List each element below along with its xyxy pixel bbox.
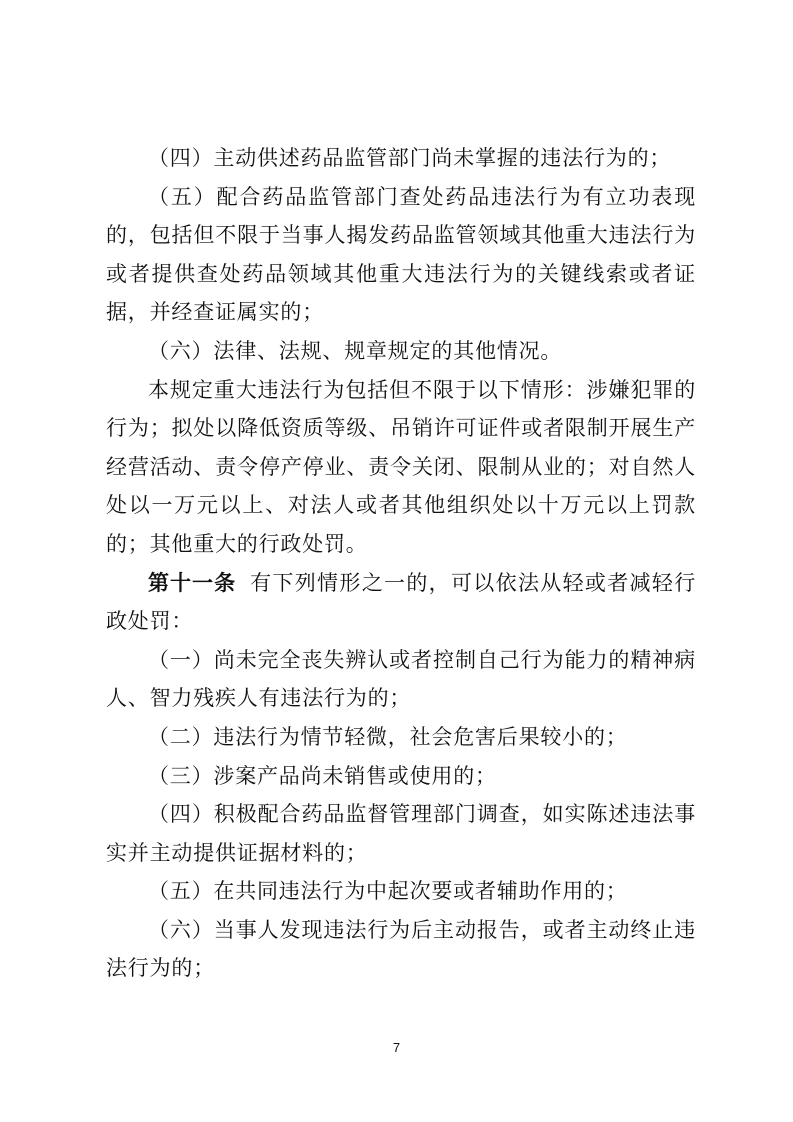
article-11-item-5: （五）在共同违法行为中起次要或者辅助作用的；	[148, 879, 628, 904]
article-11-item-2: （二）违法行为情节轻微，社会危害后果较小的；	[148, 724, 628, 749]
paragraph-item-5: （五）配合药品监管部门查处药品违法行为有立功表现的，包括但不限于当事人揭发药品监管领域其他重大违法行为或者提供查处药品领域其他重大违法行为的关键线索或者证据，并经查证属实的；	[106, 184, 696, 325]
article-11-heading: 第十一条	[148, 570, 237, 595]
article-11-item-3: （三）涉案产品尚未销售或使用的；	[148, 763, 497, 788]
article-11-item-6: （六）当事人发现违法行为后主动报告，或者主动终止违法行为的；	[106, 917, 696, 981]
paragraph-item-4: （四）主动供述药品监管部门尚未掌握的违法行为的；	[148, 146, 672, 170]
page-number: 7	[392, 1040, 401, 1055]
article-11-item-4: （四）积极配合药品监督管理部门调查，如实陈述违法事实并主动提供证据材料的；	[106, 802, 696, 865]
paragraph-item-6: （六）法律、法规、规章规定的其他情况。	[148, 338, 563, 363]
article-11-text: 有下列情形之一的，可以依法从轻或者减轻行政处罚：	[106, 570, 697, 634]
article-11-paragraph	[106, 564, 696, 641]
document-body	[106, 139, 696, 988]
article-11-item-1: （一）尚未完全丧失辨认或者控制自己行为能力的精神病人、智力残疾人有违法行为的；	[106, 647, 696, 711]
paragraph-serious-violation-definition: 本规定重大违法行为包括但不限于以下情形：涉嫌犯罪的行为；拟处以降低资质等级、吊销许可证件或者限制开展生产经营活动、责令停产停业、责令关闭、限制从业的；对自然人处以一万元以上、对法人或者其他组织处以十万元以上罚款的；其他重大的行政处罚。	[106, 377, 696, 556]
